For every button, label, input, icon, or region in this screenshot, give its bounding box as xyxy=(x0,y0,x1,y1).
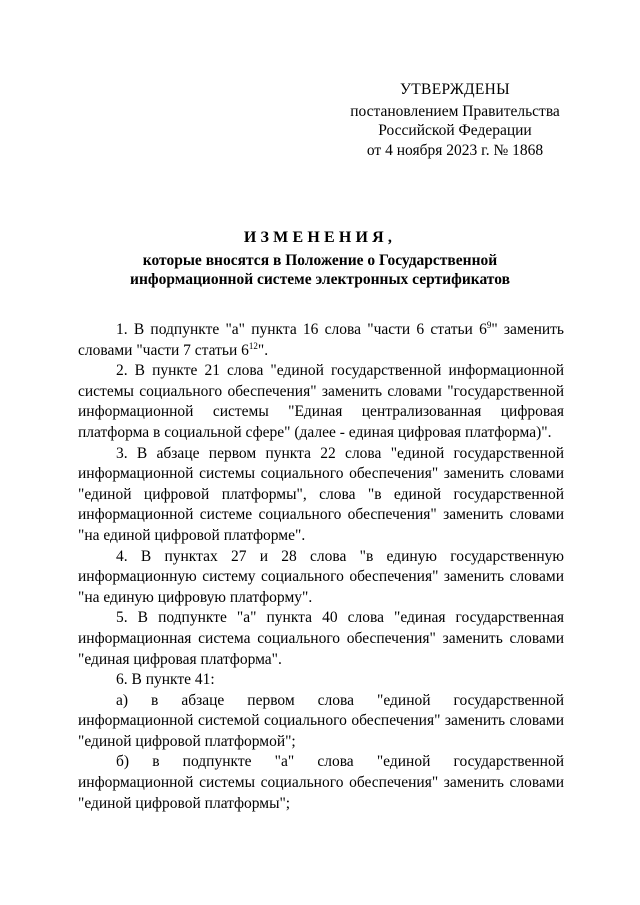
document-subtitle-line-1: которые вносятся в Положение о Государственной xyxy=(142,252,498,269)
paragraph-1-text-b: " заменить словами "части 7 статьи 6 xyxy=(78,321,565,359)
document-heading xyxy=(60,228,580,289)
paragraph-1 xyxy=(78,320,564,361)
document-subtitle-line-2: информационной системе электронных сертификатов xyxy=(130,271,510,288)
approval-line-1: постановлением Правительства xyxy=(350,102,560,120)
approval-line-3: от 4 ноября 2023 г. № 1868 xyxy=(366,141,544,159)
paragraph-5: 5. В подпункте "а" пункта 40 слова "единая государственная информационная система социального обеспечения" заменить словами "единая цифровая платформа". xyxy=(78,609,564,668)
paragraph-2: 2. В пункте 21 слова "единой государственной информационной системы социального обеспечения" заменить словами "государственной информационной системы "Единая централизованная цифровая платформа в социальной сфере" (далее - единая цифровая платформа)". xyxy=(78,362,564,441)
paragraph-1-superscript-a: 9 xyxy=(486,319,492,330)
paragraph-6b: б) в подпункте "а" слова "единой государственной информационной системы социального обеспечения" заменить словами "единой цифровой платформы"; xyxy=(78,753,564,812)
document-title: ИЗМЕНЕНИЯ, xyxy=(243,229,397,246)
paragraph-1-text-c: ". xyxy=(257,341,269,359)
paragraph-3: 3. В абзаце первом пункта 22 слова "единой государственной информационной системы социального обеспечения" заменить словами "единой цифровой платформы", слова "в единой государственной информационной системе социального обеспечения" заменить словами "на единой цифровой платформе". xyxy=(78,444,564,544)
document-body xyxy=(78,320,564,814)
approval-stamp xyxy=(330,80,580,160)
paragraph-1-text-a: 1. В подпункте "а" пункта 16 слова "части 6 статьи 6 xyxy=(116,321,487,338)
approval-line-2: Российской Федерации xyxy=(378,122,532,139)
paragraph-1-superscript-b: 12 xyxy=(248,340,258,351)
paragraph-6: 6. В пункте 41: xyxy=(116,671,215,689)
paragraph-6a: а) в абзаце первом слова "единой государственной информационной системой социального обеспечения" заменить словами "единой цифровой платформой"; xyxy=(78,691,564,750)
approval-title: УТВЕРЖДЕНЫ xyxy=(400,81,510,98)
paragraph-4: 4. В пунктах 27 и 28 слова "в единую государственную информационную систему социального обеспечения" заменить словами "на единую цифровую платформу". xyxy=(78,547,564,606)
